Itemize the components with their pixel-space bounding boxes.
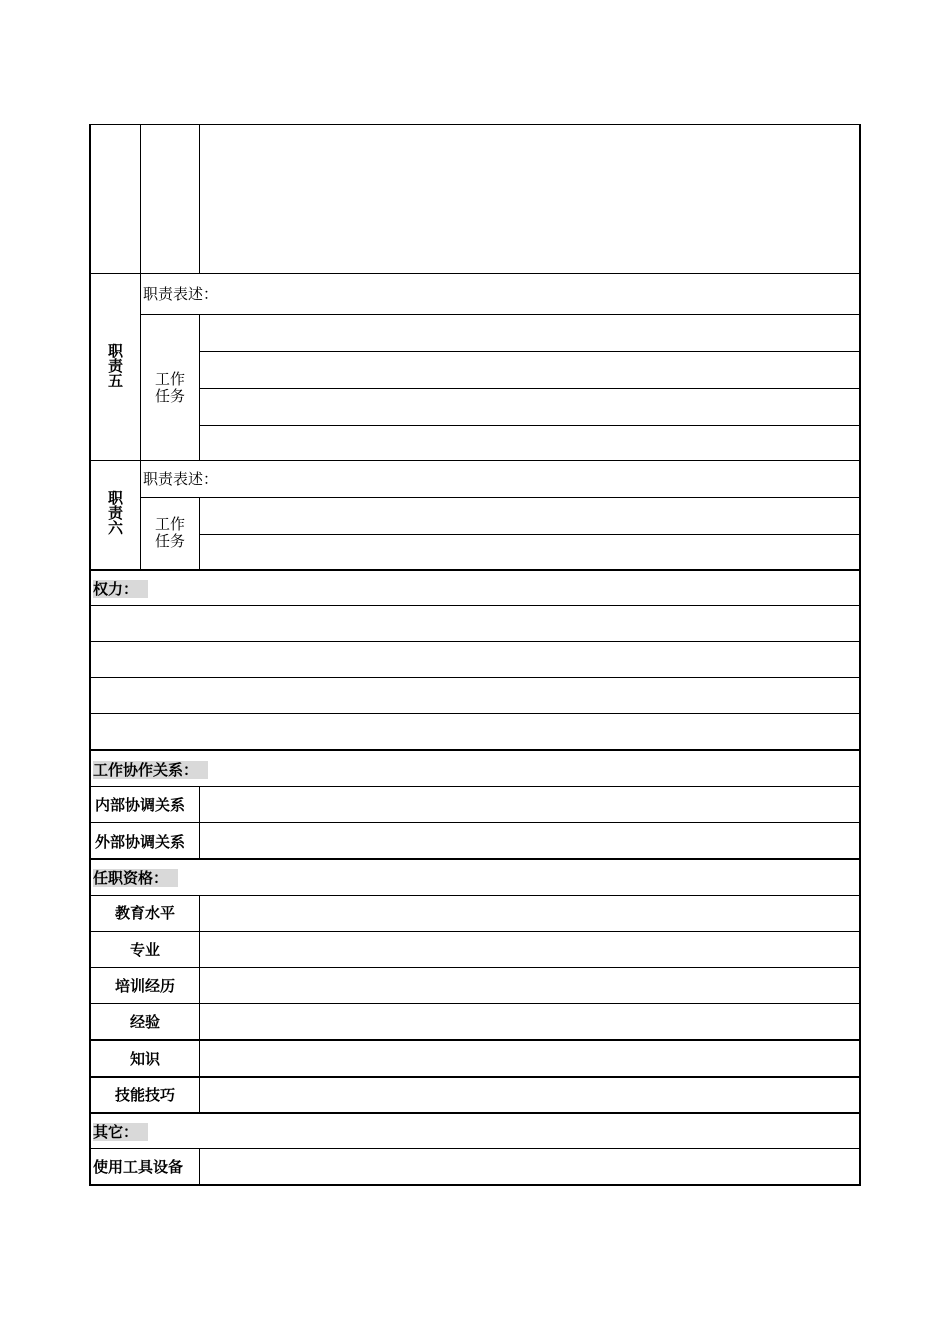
row-line (89, 713, 861, 714)
task-row-line (199, 425, 861, 426)
section-line (89, 569, 861, 571)
duty5-label: 职责五 (106, 343, 124, 388)
task-row-line (199, 534, 861, 535)
duty6-description-label: 职责表述： (143, 470, 219, 488)
qualification-training: 培训经历 (114, 977, 175, 995)
row-line (89, 1148, 861, 1149)
section-line (89, 858, 861, 860)
col-divider-1 (140, 124, 141, 570)
row-line (89, 895, 861, 896)
col-divider (199, 895, 200, 1113)
collaboration-title: 工作协作关系： (93, 761, 208, 779)
qualification-major: 专业 (129, 941, 160, 959)
row-line (89, 641, 861, 642)
section-line (89, 749, 861, 751)
table-border-right (859, 124, 861, 1186)
qualification-education: 教育水平 (114, 904, 175, 922)
table-border-bottom (89, 1184, 861, 1186)
row-line (89, 605, 861, 606)
row-line (89, 273, 861, 274)
row-line (89, 967, 861, 968)
duty5-description-label: 职责表述： (143, 285, 219, 303)
row-line (89, 786, 861, 787)
col-divider-2 (199, 124, 200, 273)
row-line (140, 314, 861, 315)
duty5-task-label: 工作任务 (154, 370, 185, 405)
row-line (89, 460, 861, 461)
duty6-label: 职责六 (106, 490, 124, 535)
qualifications-title: 任职资格： (93, 869, 178, 887)
row-line (89, 677, 861, 678)
duty6-task-label: 工作任务 (154, 515, 185, 550)
other-title: 其它： (93, 1123, 148, 1141)
tools-equipment-label: 使用工具设备 (93, 1158, 184, 1176)
task-row-line (199, 351, 861, 352)
authority-title: 权力： (93, 580, 148, 598)
internal-coordination-label: 内部协调关系 (95, 796, 186, 814)
qualification-knowledge: 知识 (129, 1050, 160, 1068)
col-divider (199, 1148, 200, 1186)
row-line (89, 1003, 861, 1004)
qualification-experience: 经验 (129, 1013, 160, 1031)
col-divider-2 (199, 314, 200, 460)
row-line (89, 931, 861, 932)
task-row-line (199, 388, 861, 389)
row-line (89, 822, 861, 823)
row-line (140, 497, 861, 498)
external-coordination-label: 外部协调关系 (95, 833, 186, 851)
row-line (89, 1076, 861, 1078)
row-line (89, 1039, 861, 1041)
section-line (89, 1112, 861, 1114)
table-border-top (89, 124, 861, 125)
qualification-skills: 技能技巧 (114, 1086, 175, 1104)
